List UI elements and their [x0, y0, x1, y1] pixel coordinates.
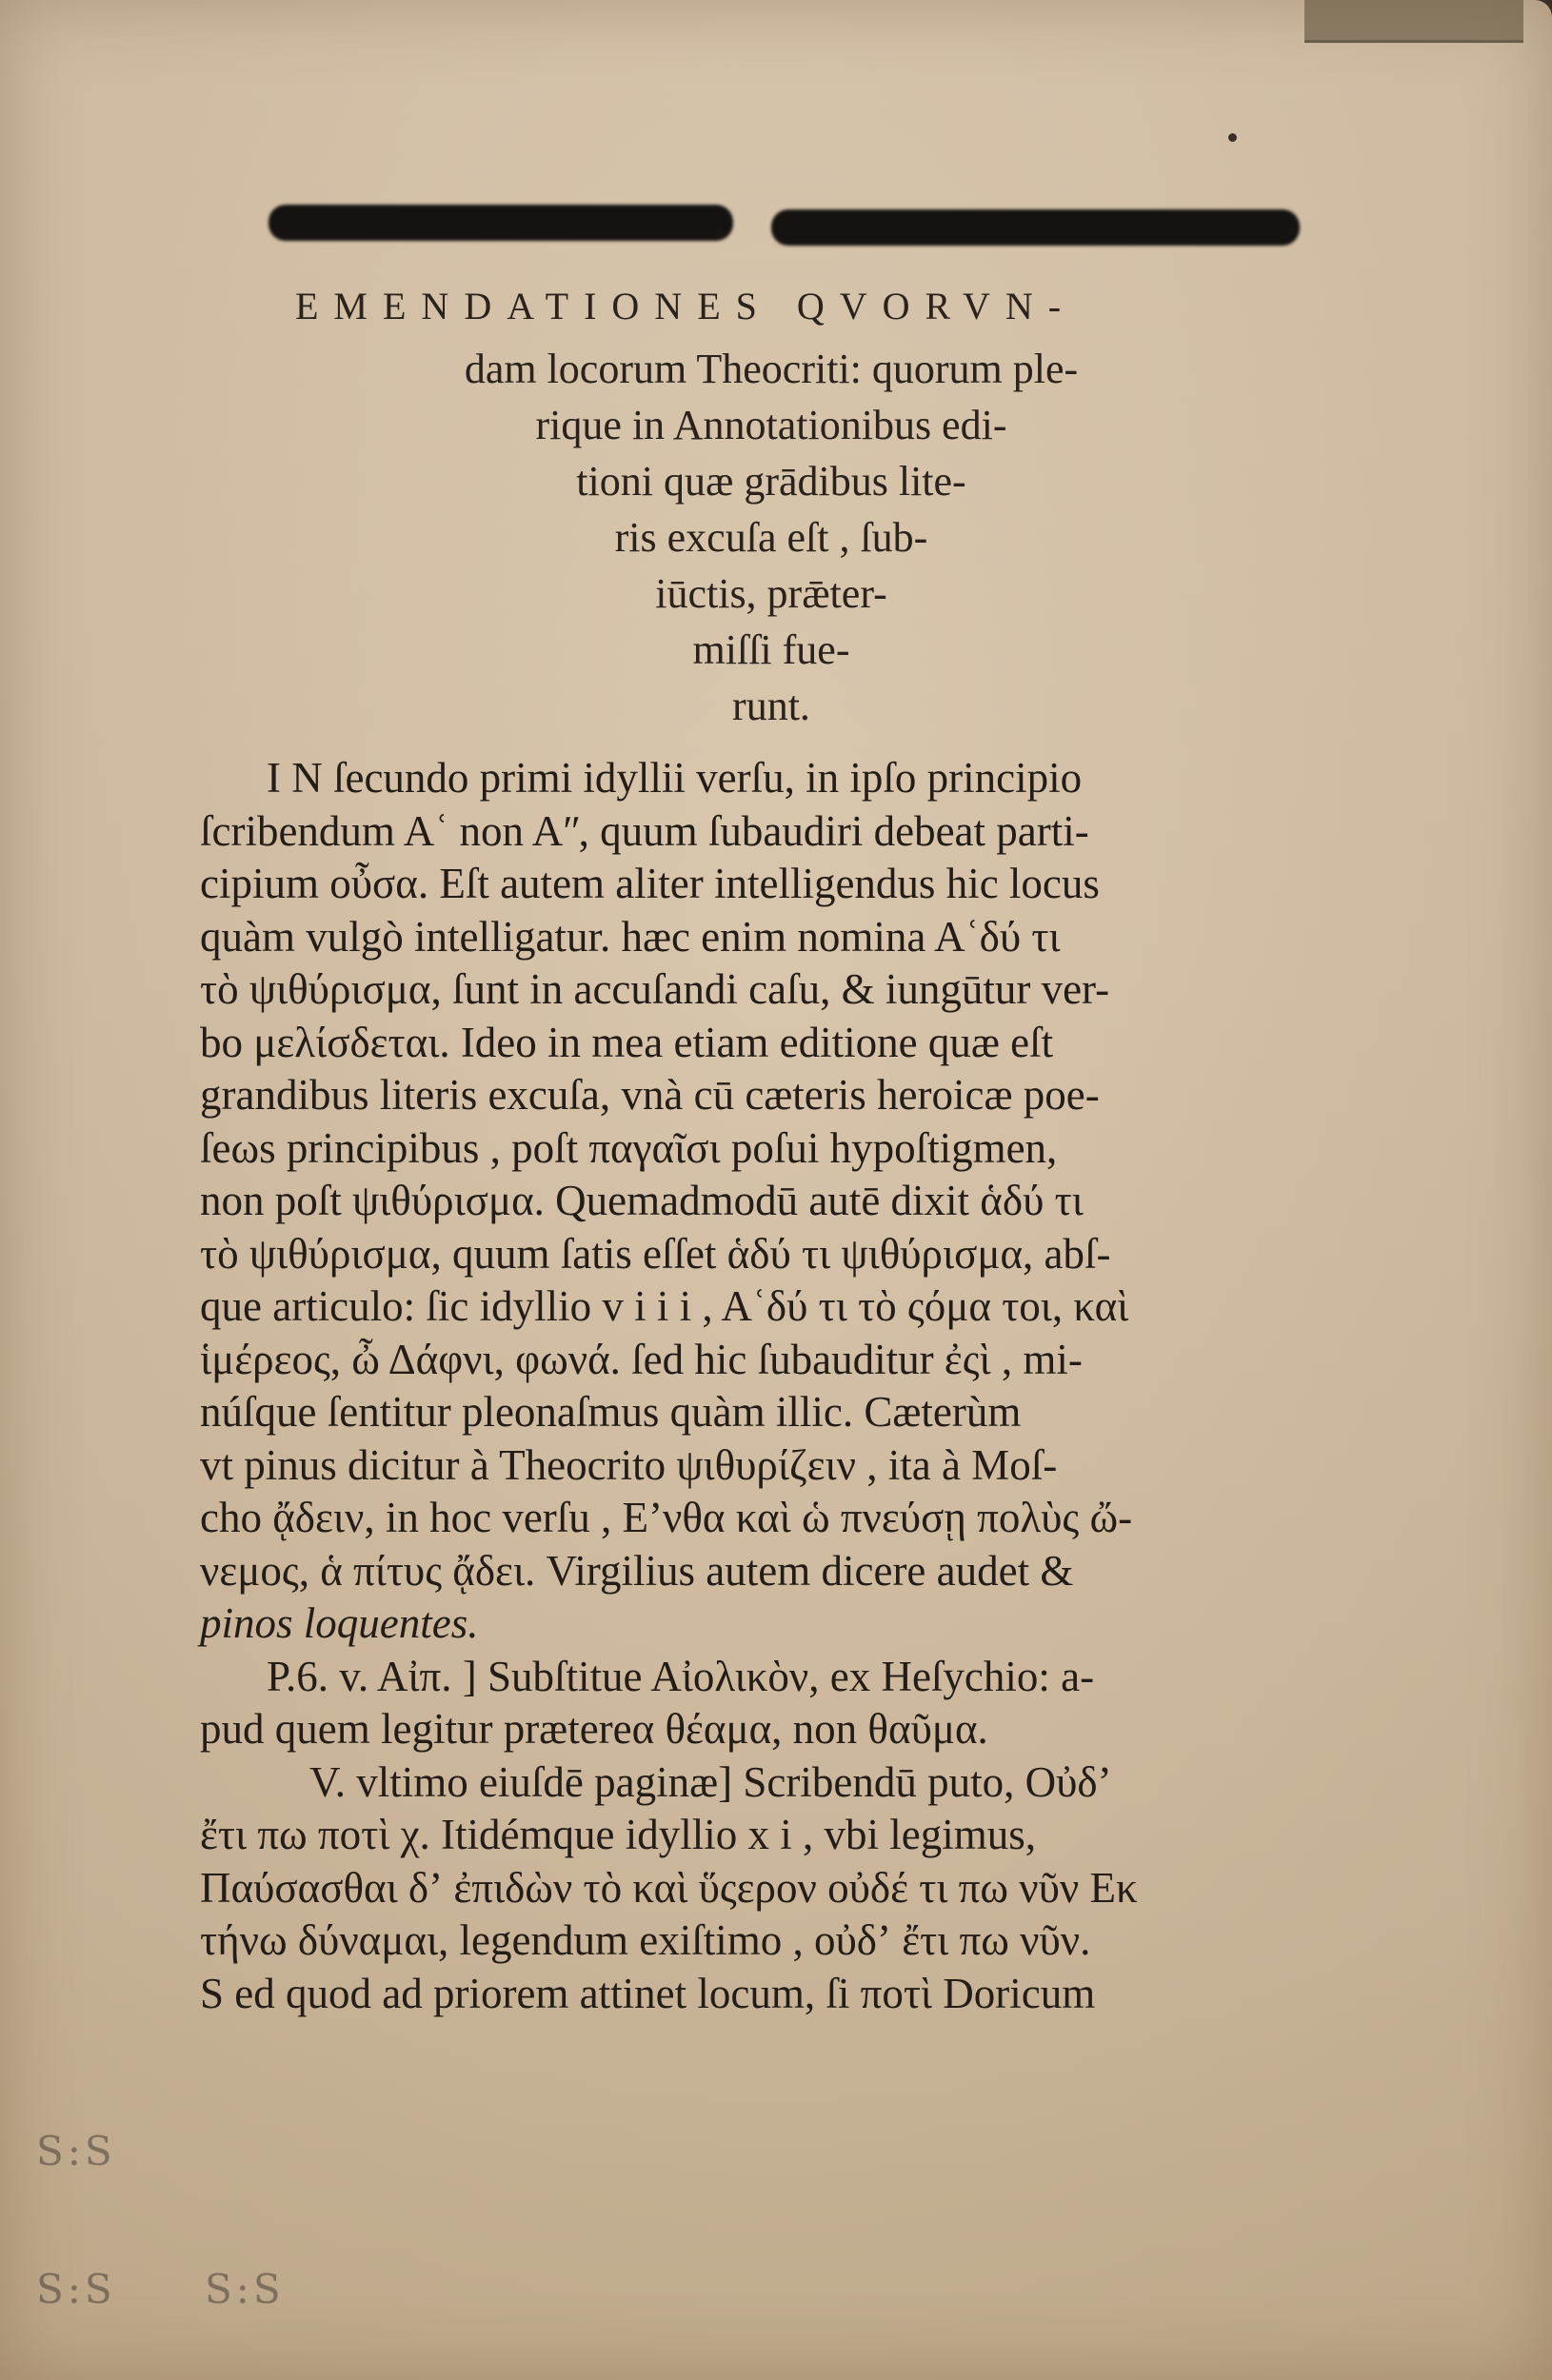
text-line: ſeωs principibus , poſt παγαῖσι poſui hypoſtigmen, — [200, 1123, 1058, 1172]
text-line: cho ᾄδειν, in hoc verſu , Eʼνθα καὶ ὡ πνεύσῃ πολὺς ὤ- — [200, 1494, 1133, 1541]
text-line: τήνω δύναμαι, legendum exiſtimo , οὐδʼ ἔτι πω νῦν. — [200, 1916, 1091, 1964]
text-line: S ed quod ad priorem attinet locum, ſi ποτὶ Doricum — [200, 1969, 1096, 2017]
text-line: V. vltimo eiuſdē paginæ] Scribendū puto, Οὐδʼ — [309, 1757, 1112, 1806]
ink-spot — [1228, 133, 1237, 142]
text-line: vt pinus dicitur à Theocrito ψιθυρίζειν , ita à Moſ- — [200, 1440, 1058, 1489]
heading-line: iūctis, prǣter- — [655, 570, 887, 617]
text-line: bo μελίσδεται. Ideo in mea etiam editione quæ eſt — [200, 1018, 1054, 1066]
text-line: Παύσασθαι δʼ ἐπιδὼν τὸ καὶ ὕςερον οὐδέ τι πω νῦν Eκ — [200, 1863, 1138, 1912]
text-line: pinos loquentes. — [200, 1599, 479, 1647]
heading-line: dam locorum Theocriti: quorum ple- — [464, 346, 1079, 392]
text-line: τὸ ψιθύρισμα, ſunt in accuſandi caſu, & iungūtur ver- — [200, 965, 1110, 1013]
heading-line: tioni quæ grādibus lite- — [576, 458, 966, 505]
text-line: núſque ſentitur pleonaſmus quàm illic. Cæterùm — [200, 1388, 1022, 1436]
text-line: I N ſecundo primi idyllii verſu, in ipſo principio — [267, 754, 1083, 802]
body-text — [200, 752, 1343, 2020]
heading-line: rique in Annotationibus edi- — [535, 402, 1007, 448]
torn-corner-strip — [1304, 0, 1523, 43]
text-line: ſcribendum Aʿ non Aʺ, quum ſubaudiri debeat parti- — [200, 806, 1089, 855]
text-line: P.6. v. Aἰπ. ] Subſtitue Aἰολικὸν, ex Heſychio: a- — [267, 1652, 1095, 1700]
heading-line: runt. — [732, 683, 810, 729]
heading-line: ris excuſa eſt , ſub- — [614, 514, 928, 561]
text-line: cipium οὖσα. Eſt autem aliter intelligendus hic locus — [200, 860, 1100, 907]
margin-signature-mark: S:S — [36, 2266, 116, 2312]
heading-line: miſſi fue- — [692, 626, 850, 673]
text-line: grandibus literis excuſa, vnà cū cæteris heroicæ poe- — [200, 1071, 1100, 1119]
censored-ink-bar-left — [269, 205, 733, 241]
text-line: ἱμέρεος, ὦ Δάφνι, φωνά. ſed hic ſubauditur ἐςὶ , mi- — [200, 1335, 1083, 1383]
heading-subtitle — [314, 341, 1228, 734]
text-line: νεμος, ἁ πίτυς ᾄδει. Virgilius autem dicere audet & — [200, 1546, 1074, 1595]
censored-ink-bar-right — [771, 209, 1300, 246]
heading-title-line: EMENDATIONES QVORVN- — [295, 285, 1077, 327]
text-line: non poſt ψιθύρισμα. Quemadmodū autē dixit ἁδύ τι — [200, 1177, 1084, 1224]
text-line: ἔτι πω ποτὶ χ. Itidémque idyllio x i , vbi legimus, — [200, 1811, 1037, 1858]
text-line: que articulo: ſic idyllio v i i i , Aʿδύ τι τὸ ςόμα τοι, καὶ — [200, 1282, 1129, 1330]
text-line: pud quem legitur prætereα θέαμα, non θαῦμα. — [200, 1705, 988, 1753]
text-line: quàm vulgò intelligatur. hæc enim nomina Aʿδύ τι — [200, 912, 1061, 961]
margin-signature-mark: S:S — [205, 2266, 285, 2312]
text-line: τὸ ψιθύρισμα, quum ſatis eſſet ἁδύ τι ψιθύρισμα, abſ- — [200, 1229, 1111, 1278]
margin-signature-mark: S:S — [36, 2128, 116, 2174]
